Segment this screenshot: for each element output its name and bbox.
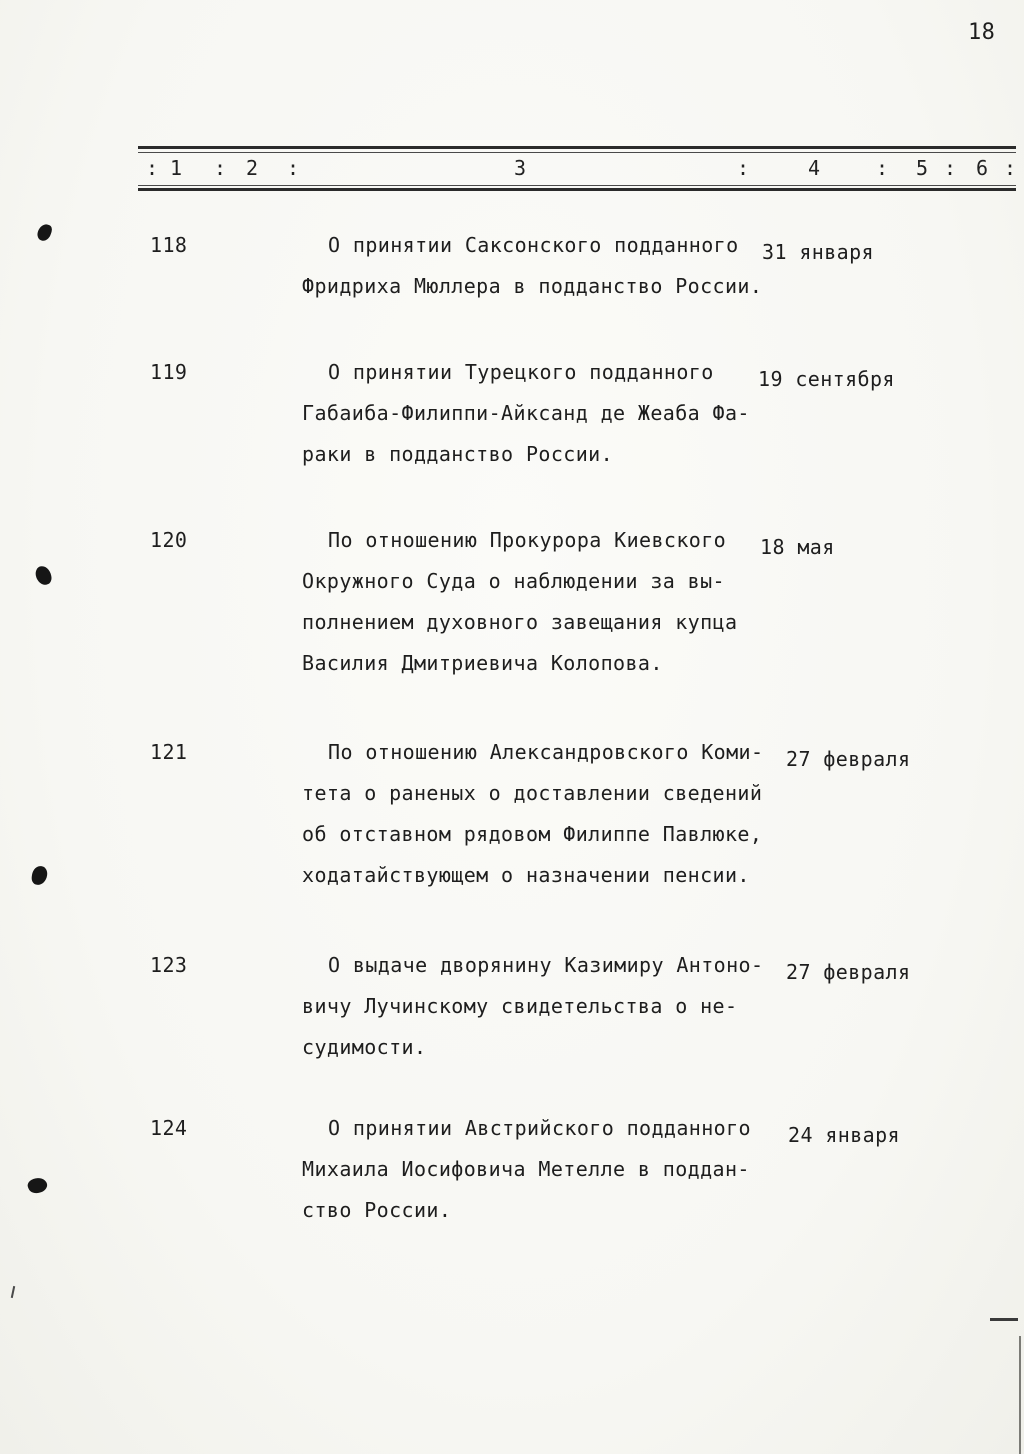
entry-description [302, 732, 782, 896]
entry-date: 18 мая [760, 535, 835, 559]
entry-line: вичу Лучинскому свидетельства о не- [302, 994, 738, 1018]
entry-line: полнением духовного завещания купца [302, 610, 738, 634]
column-header-3: 3 [514, 156, 527, 180]
column-separator: : [944, 156, 957, 180]
column-separator: : [287, 156, 300, 180]
entry-number: 121 [150, 740, 188, 764]
header-rule-top [138, 146, 1016, 149]
header-rule-bottom-thin [138, 185, 1016, 186]
entry-line: О принятии Австрийского подданного [328, 1116, 751, 1140]
entry-description [302, 1108, 782, 1231]
entry-line: Окружного Суда о наблюдении за вы- [302, 569, 725, 593]
entry-date: 27 февраля [786, 747, 911, 771]
entry-line: тета о раненых о доставлении сведений [302, 781, 763, 805]
entry-number: 120 [150, 528, 188, 552]
entry-description [302, 225, 782, 307]
column-header-2: 2 [246, 156, 259, 180]
entry-line: ходатайствующем о назначении пенсии. [302, 863, 750, 887]
entry-number: 119 [150, 360, 188, 384]
entry-line: ство России. [302, 1198, 452, 1222]
entry-line: По отношению Прокурора Киевского [328, 528, 727, 552]
ink-smudge [34, 565, 53, 587]
column-separator: : [1004, 156, 1017, 180]
ink-smudge [36, 222, 54, 242]
column-separator: : [146, 156, 159, 180]
column-separator: : [214, 156, 227, 180]
entry-number: 124 [150, 1116, 188, 1140]
entry-description [302, 945, 782, 1068]
entry-date: 27 февраля [786, 960, 911, 984]
entry-line: об отставном рядовом Филиппе Павлюке, [302, 822, 763, 846]
stray-dash-mark [990, 1318, 1018, 1321]
entry-number: 118 [150, 233, 188, 257]
entry-date: 31 января [762, 240, 874, 264]
entry-number: 123 [150, 953, 188, 977]
entry-line: О выдаче дворянину Казимиру Антоно- [328, 953, 764, 977]
entry-line: О принятии Саксонского подданного [328, 233, 739, 257]
scan-edge-line [1019, 1336, 1021, 1454]
entry-line: раки в подданство России. [302, 442, 614, 466]
header-rule-top-thin [138, 152, 1016, 153]
column-header-4: 4 [808, 156, 821, 180]
column-header-1: 1 [170, 156, 183, 180]
ink-smudge [31, 865, 48, 886]
entry-line: судимости. [302, 1035, 427, 1059]
entry-line: Михаила Иосифовича Метелле в поддан- [302, 1157, 750, 1181]
entry-line: Фридриха Мюллера в подданство России. [302, 274, 763, 298]
entry-line: О принятии Турецкого подданного [328, 360, 714, 384]
ink-smudge [26, 1175, 49, 1196]
column-header-6: 6 [976, 156, 989, 180]
entry-description [302, 520, 782, 684]
column-header-5: 5 [916, 156, 929, 180]
column-separator: : [737, 156, 750, 180]
entry-date: 19 сентября [758, 367, 895, 391]
entry-line: По отношению Александровского Коми- [328, 740, 764, 764]
entry-line: Габаиба-Филиппи-Айксанд де Жеаба Фа- [302, 401, 750, 425]
entry-description [302, 352, 782, 475]
page-number: 18 [968, 20, 996, 45]
stray-tick-mark [11, 1286, 15, 1298]
entry-line: Василия Дмитриевича Колопова. [302, 651, 663, 675]
column-separator: : [876, 156, 889, 180]
entry-date: 24 января [788, 1123, 900, 1147]
header-rule-bottom [138, 188, 1016, 191]
